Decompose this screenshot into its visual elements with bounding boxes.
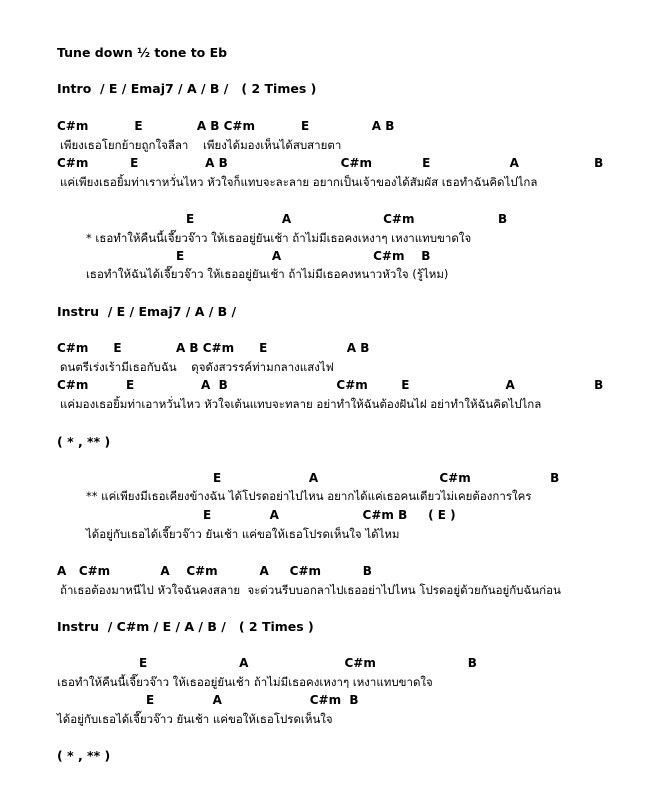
- repeat-marker: ( * , ** ): [57, 748, 111, 763]
- chord-line: E A C#m B: [139, 656, 477, 670]
- chord-line: C#m E A B C#m E A B: [57, 119, 395, 133]
- lyric-line: ถ้าเธอต้องมาหนีไป หัวใจฉันคงสลาย จะด่วนรีบบอกลาไปเธออย่าไปไหน โปรดอยู่ด้วยกันอยู่กับฉันก่อน: [60, 583, 561, 597]
- instrumental-line: Instru / C#m / E / A / B / ( 2 Times ): [57, 619, 314, 634]
- chord-line: E A C#m B: [186, 212, 508, 226]
- lyric-line: ** แค่เพียงมีเธอเคียงข้างฉัน ได้โปรดอย่าไปไหน อยากได้แค่เธอคนเดียวไม่เคยต้องการใคร: [86, 489, 532, 503]
- lyric-line: เพียงเธอโยกย้ายถูกใจลีลา เพียงได้มองเห็นได้สบสายตา: [60, 138, 342, 152]
- chord-line: E A C#m B: [176, 249, 431, 263]
- intro-line: Intro / E / Emaj7 / A / B / ( 2 Times ): [57, 81, 317, 96]
- tuning-note: Tune down ½ tone to Eb: [57, 45, 228, 60]
- chord-line: C#m E A B C#m E A B: [57, 341, 370, 355]
- chord-line: E A C#m B ( E ): [203, 508, 456, 522]
- chord-line: C#m E A B C#m E A B: [57, 156, 604, 170]
- lyric-line: ดนตรีเร่งเร้ามีเธอกับฉัน ดุจดังสวรรค์ท่ามกลางแสงไฟ: [60, 360, 334, 374]
- chord-line: C#m E A B C#m E A B: [57, 378, 604, 392]
- lyric-line: ได้อยู่กับเธอได้เจี๊ยวจ๊าว ยันเช้า แค่ขอให้เธอโปรดเห็นใจ ได้ไหม: [86, 527, 400, 541]
- lyric-line: แค่มองเธอยิ้มท่าเอาหวั่นไหว หัวใจเต้นแทบจะทลาย อย่าทำให้ฉันต้องฝันไฝ อย่าทำให้ฉันคิดไปไกล: [60, 397, 542, 411]
- chord-line: E A C#m B: [213, 471, 560, 485]
- lyric-line: แค่เพียงเธอยิ้มท่าเราหวั่นไหว หัวใจก็แทบจะละลาย อยากเป็นเจ้าของได้สัมผัส เธอทำฉันคิดไปไกล: [60, 175, 538, 189]
- repeat-marker: ( * , ** ): [57, 434, 111, 449]
- chord-line: E A C#m B: [146, 693, 359, 707]
- lyric-line: เธอทำให้ฉันได้เจี๊ยวจ๊าว ให้เธออยู่ยันเช้า ถ้าไม่มีเธอคงหนาวหัวใจ (รู้ไหม): [86, 267, 449, 281]
- lyric-line: เธอทำให้คืนนี้เจี๊ยวจ๊าว ให้เธออยู่ยันเช้า ถ้าไม่มีเธอคงเหงาๆ เหงาแทบขาดใจ: [57, 675, 433, 689]
- lyric-line: ได้อยู่กับเธอได้เจี๊ยวจ๊าว ยันเช้า แค่ขอให้เธอโปรดเห็นใจ: [57, 712, 333, 726]
- chord-line: A C#m A C#m A C#m B: [57, 564, 372, 578]
- instrumental-line: Instru / E / Emaj7 / A / B /: [57, 304, 237, 319]
- lyric-line: * เธอทำให้คืนนี้เจี๊ยวจ๊าว ให้เธออยู่ยันเช้า ถ้าไม่มีเธอคงเหงาๆ เหงาแทบขาดใจ: [86, 231, 472, 245]
